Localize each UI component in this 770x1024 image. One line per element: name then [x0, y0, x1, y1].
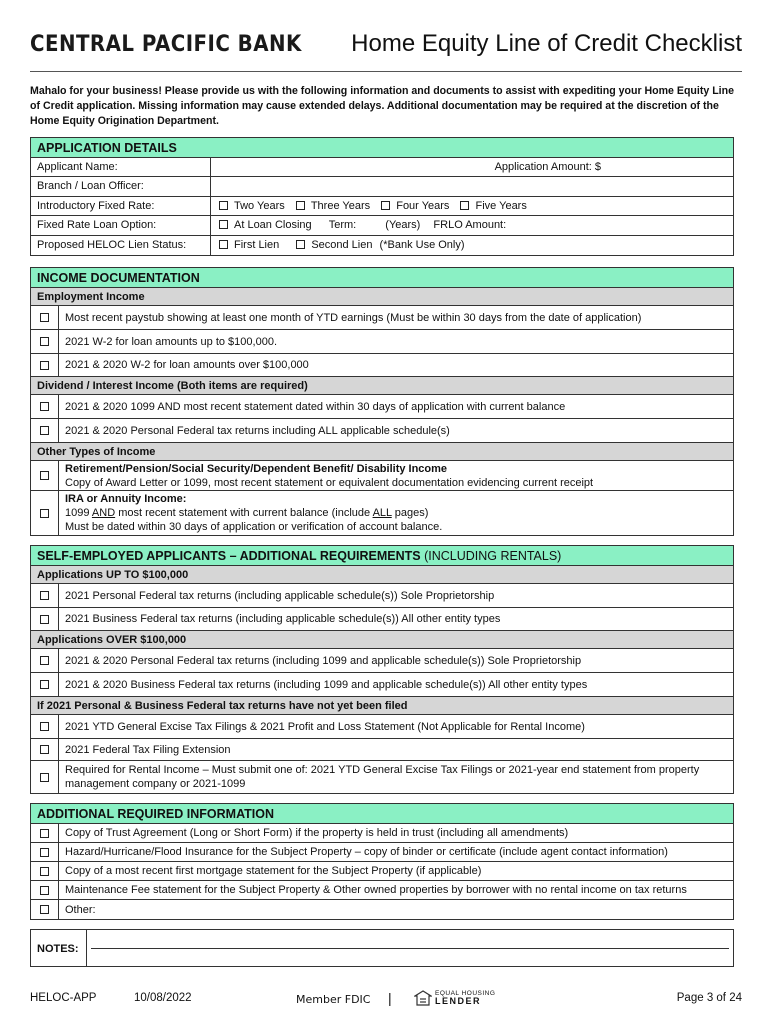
item-text: [59, 461, 733, 490]
checkbox[interactable]: [40, 337, 49, 346]
checkbox[interactable]: [40, 402, 49, 411]
subsection-over-100k: Applications OVER $100,000: [31, 631, 733, 649]
option-four-years[interactable]: Four Years: [381, 200, 449, 212]
checkbox[interactable]: [40, 848, 49, 857]
checklist-item: [31, 306, 733, 330]
checklist-item: [31, 673, 733, 697]
additional-info-section: [30, 803, 734, 920]
checklist-item: [31, 584, 733, 608]
branch-field[interactable]: [211, 177, 733, 195]
ehl-bottom: LENDER: [435, 996, 482, 1006]
application-details-section: [30, 137, 734, 256]
checkbox[interactable]: [40, 905, 49, 914]
checklist-item: [31, 419, 733, 443]
checklist-item: [31, 843, 733, 862]
checklist-item: [31, 862, 733, 881]
notes-field[interactable]: [87, 930, 733, 966]
subsection-other-income: Other Types of Income: [31, 443, 733, 461]
page-number: Page 3 of 24: [676, 992, 742, 1004]
retirement-title: Retirement/Pension/Social Security/Dependent Benefit/ Disability Income: [65, 462, 448, 475]
field-label: Applicant Name:: [31, 158, 211, 176]
checkbox[interactable]: [40, 509, 49, 518]
footer-separator: |: [388, 990, 392, 1006]
item-text: 2021 & 2020 Personal Federal tax returns (including 1099 and applicable schedule(s)) Sole Proprietorship: [65, 654, 582, 667]
checkbox[interactable]: [381, 201, 390, 210]
checkbox[interactable]: [40, 680, 49, 689]
subsection-up-to-100k: Applications UP TO $100,000: [31, 566, 733, 584]
field-label: Fixed Rate Loan Option:: [31, 216, 211, 234]
income-documentation-section: [30, 267, 734, 536]
item-text: Required for Rental Income – Must submit one of: 2021 YTD General Excise Tax Filings or 2021-year end statement from property management company or 2021-1099: [65, 764, 700, 790]
item-text: Most recent paystub showing at least one month of YTD earnings (Must be within 30 days from the date of application): [65, 311, 642, 324]
ira-line-2: Must be dated within 30 days of application or verification of account balance.: [65, 521, 443, 533]
checklist-item: [31, 608, 733, 631]
checklist-item: [31, 461, 733, 491]
checklist-item: [31, 900, 733, 919]
item-text: 2021 Business Federal tax returns (including applicable schedule(s)) All other entity types: [65, 613, 501, 625]
self-employed-section: [30, 545, 734, 794]
item-text: 2021 W-2 for loan amounts up to $100,000.: [65, 335, 277, 348]
subsection-employment: Employment Income: [31, 288, 733, 306]
checkbox[interactable]: [40, 886, 49, 895]
checklist-item: [31, 649, 733, 673]
notes-line: [91, 948, 729, 949]
item-text: 2021 & 2020 W-2 for loan amounts over $100,000: [65, 359, 309, 371]
document-title: Home Equity Line of Credit Checklist: [351, 30, 742, 57]
field-label: Introductory Fixed Rate:: [31, 197, 211, 215]
checklist-item: [31, 824, 733, 843]
item-text: [59, 491, 733, 535]
checkbox[interactable]: [40, 426, 49, 435]
checklist-item: [31, 354, 733, 377]
section-heading: INCOME DOCUMENTATION: [31, 268, 733, 288]
checklist-item: [31, 395, 733, 419]
checklist-item: [31, 330, 733, 354]
checkbox[interactable]: [40, 829, 49, 838]
page-header: [30, 26, 742, 72]
option-two-years[interactable]: Two Years: [219, 200, 285, 212]
notes-box: [30, 929, 734, 967]
section-heading: SELF-EMPLOYED APPLICANTS – ADDITIONAL REQUIREMENTS (INCLUDING RENTALS): [31, 546, 733, 566]
option-five-years[interactable]: Five Years: [460, 200, 526, 212]
lien-status-row: [31, 236, 733, 255]
checkbox[interactable]: [296, 201, 305, 210]
ehl-top: EQUAL HOUSING: [435, 990, 496, 997]
item-text: Hazard/Hurricane/Flood Insurance for the Subject Property – copy of binder or certificate (include agent contact information): [65, 846, 668, 858]
checkbox[interactable]: [40, 773, 49, 782]
intro-rate-options: [211, 197, 733, 215]
checkbox[interactable]: [219, 201, 228, 210]
bank-use-note: (*Bank Use Only): [379, 238, 465, 251]
checkbox[interactable]: [40, 722, 49, 731]
item-text: 2021 Personal Federal tax returns (including applicable schedule(s)) Sole Proprietorship: [65, 589, 495, 602]
lien-status-options: [211, 236, 733, 255]
ira-line-1: 1099 AND most recent statement with current balance (include ALL pages): [65, 507, 429, 519]
item-text: 2021 Federal Tax Filing Extension: [65, 743, 231, 756]
field-label: Branch / Loan Officer:: [31, 177, 211, 195]
checkbox[interactable]: [40, 313, 49, 322]
checkbox[interactable]: [40, 656, 49, 665]
applicant-name-row: [31, 158, 733, 177]
checkbox[interactable]: [219, 220, 228, 229]
member-fdic: Member FDIC: [296, 993, 371, 1006]
house-icon: [414, 990, 432, 1006]
field-label: Proposed HELOC Lien Status:: [31, 236, 211, 255]
checkbox[interactable]: [219, 240, 228, 249]
form-date: 10/08/2022: [134, 992, 192, 1004]
retirement-text: Copy of Award Letter or 1099, most recent statement or equivalent documentation evidencing current receipt: [65, 476, 594, 489]
option-first-lien[interactable]: First Lien: [219, 239, 279, 251]
subsection-not-filed: If 2021 Personal & Business Federal tax returns have not yet been filed: [31, 697, 733, 715]
intro-text: Mahalo for your business! Please provide us with the following information and documents to assist with expediting your Home Equity Line of Credit application. Missing information may cause extended delays. Additional documentation may be required at the discretion of the Home Equity Origination Department.: [30, 85, 734, 127]
item-text: 2021 & 2020 1099 AND most recent statement dated within 30 days of application with current balance: [65, 400, 566, 413]
ira-title: IRA or Annuity Income:: [65, 493, 187, 505]
checkbox[interactable]: [40, 615, 49, 624]
bank-logo: CENTRAL PACIFIC BANK: [30, 32, 302, 57]
checkbox[interactable]: [460, 201, 469, 210]
other-field[interactable]: Other:: [65, 903, 96, 916]
checklist-item: [31, 881, 733, 900]
notes-label: NOTES:: [31, 930, 87, 966]
checkbox[interactable]: [296, 240, 305, 249]
item-text: Copy of a most recent first mortgage statement for the Subject Property (if applicable): [65, 865, 482, 877]
item-text: Copy of Trust Agreement (Long or Short Form) if the property is held in trust (including all amendments): [65, 827, 569, 839]
form-code: HELOC-APP: [30, 992, 97, 1004]
frlo-amount-label: FRLO Amount:: [433, 219, 507, 232]
checkbox[interactable]: [40, 745, 49, 754]
section-heading: ADDITIONAL REQUIRED INFORMATION: [31, 804, 733, 824]
option-at-loan-closing[interactable]: At Loan Closing: [219, 219, 312, 231]
checkbox[interactable]: [40, 471, 49, 480]
checklist-item: [31, 761, 733, 793]
equal-housing-lender-logo: [414, 990, 495, 1006]
option-three-years[interactable]: Three Years: [296, 200, 370, 212]
checkbox[interactable]: [40, 867, 49, 876]
item-text: 2021 & 2020 Business Federal tax returns (including 1099 and applicable schedule(s)) All other entity types: [65, 678, 588, 691]
fixed-option-row: [31, 216, 733, 235]
page-footer: [30, 990, 742, 1014]
fixed-option-fields: [211, 216, 733, 234]
checklist-item: [31, 715, 733, 739]
application-amount-label: Application Amount: $: [494, 161, 601, 173]
subsection-dividend: Dividend / Interest Income (Both items are required): [31, 377, 733, 395]
checkbox[interactable]: [40, 591, 49, 600]
item-text: 2021 YTD General Excise Tax Filings & 2021 Profit and Loss Statement (Not Applicable for Rental Income): [65, 720, 585, 733]
checklist-item: [31, 491, 733, 535]
checklist-item: [31, 739, 733, 761]
option-second-lien[interactable]: Second Lien: [296, 239, 372, 251]
branch-row: [31, 177, 733, 196]
header-divider: [30, 71, 742, 72]
item-text: 2021 & 2020 Personal Federal tax returns including ALL applicable schedule(s): [65, 424, 450, 437]
section-heading: APPLICATION DETAILS: [31, 138, 733, 158]
intro-rate-row: [31, 197, 733, 216]
term-label: Term:: [328, 219, 357, 232]
years-label: (Years): [385, 219, 421, 232]
checkbox[interactable]: [40, 361, 49, 370]
item-text: Maintenance Fee statement for the Subject Property & Other owned properties by borrower with no rental income on tax returns: [65, 884, 687, 896]
applicant-name-field[interactable]: [211, 158, 733, 176]
